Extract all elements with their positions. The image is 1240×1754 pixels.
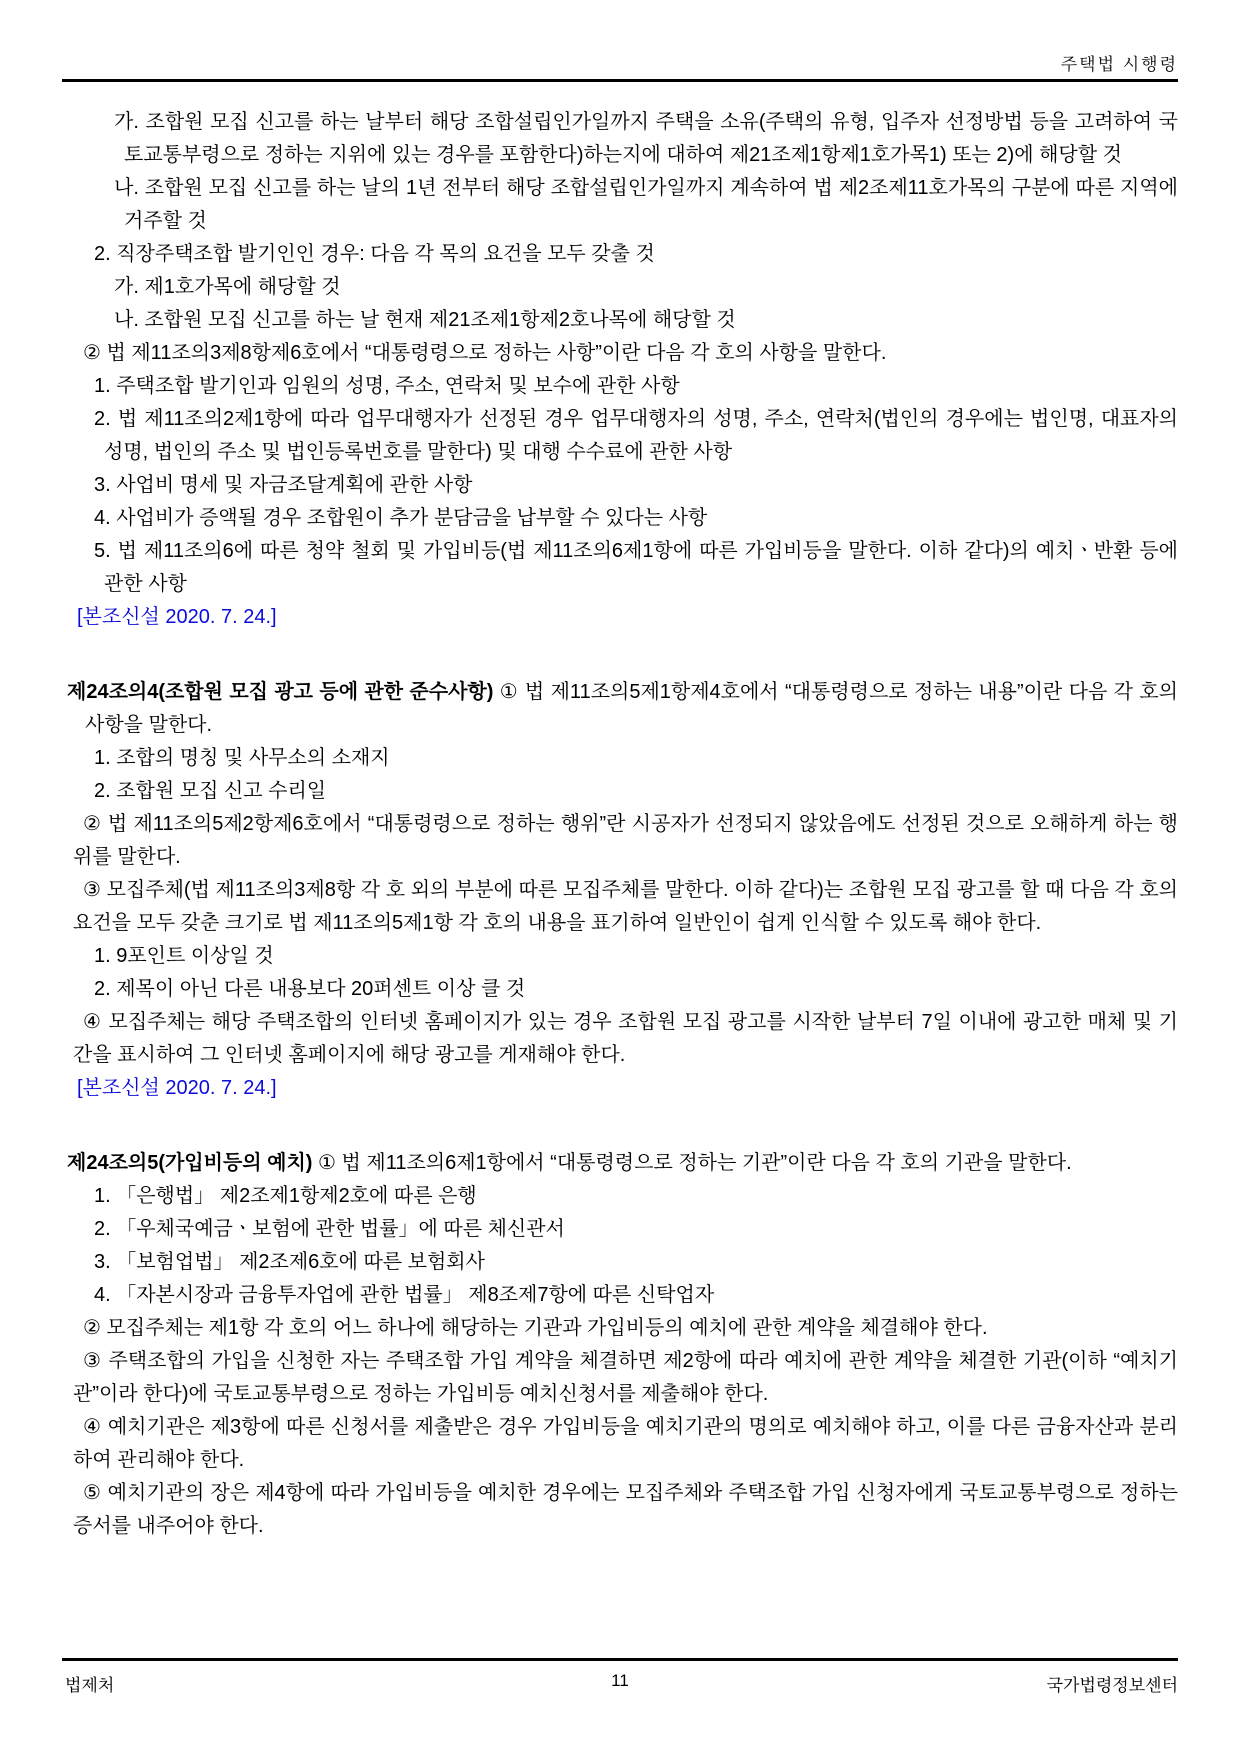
law-article-section [67, 1147, 1178, 1543]
header-rule [62, 79, 1178, 82]
law-paragraph: 1. 「은행법」 제2조제1항제2호에 따른 은행 [94, 1185, 477, 1207]
law-paragraph: 나. 조합원 모집 신고를 하는 날 현재 제21조제1항제2호나목에 해당할 것 [114, 309, 736, 331]
footer-site-name: 국가법령정보센터 [1046, 1676, 1178, 1695]
article-title: 제24조의5(가입비등의 예치) [67, 1152, 313, 1174]
law-paragraph: ② 법 제11조의3제8항제6호에서 “대통령령으로 정하는 사항”이란 다음 각 호의 사항을 말한다. [83, 342, 887, 364]
article-heading-paragraph [67, 676, 1178, 742]
law-paragraph: 가. 조합원 모집 신고를 하는 날부터 해당 조합설립인가일까지 주택을 소유(주택의 유형, 입주자 선정방법 등을 고려하여 국토교통부령으로 정하는 지위에 있는 경우를 포함한다)하는지에 대하여 제21조제1항제1호가목1) 또는 2)에 해당할 것 [114, 111, 1178, 166]
law-paragraph: 2. 법 제11조의2제1항에 따라 업무대행자가 선정된 경우 업무대행자의 성명, 주소, 연락처(법인의 경우에는 법인명, 대표자의 성명, 법인의 주소 및 법인등록번호를 말한다) 및 대행 수수료에 관한 사항 [94, 408, 1178, 463]
amendment-note: [본조신설 2020. 7. 24.] [77, 1077, 277, 1099]
law-paragraph: 5. 법 제11조의6에 따른 청약 철회 및 가입비등(법 제11조의6제1항에 따른 가입비등을 말한다. 이하 같다)의 예치ㆍ반환 등에 관한 사항 [94, 540, 1178, 595]
law-paragraph: ② 모집주체는 제1항 각 호의 어느 하나에 해당하는 기관과 가입비등의 예치에 관한 계약을 체결해야 한다. [83, 1317, 988, 1339]
article-intro-text: ① 법 제11조의5제1항제4호에서 “대통령령으로 정하는 내용”이란 다음 각 호의 사항을 말한다. [85, 681, 1179, 736]
page-number: 11 [611, 1671, 629, 1690]
law-paragraph: ④ 모집주체는 해당 주택조합의 인터넷 홈페이지가 있는 경우 조합원 모집 광고를 시작한 날부터 7일 이내에 광고한 매체 및 기간을 표시하여 그 인터넷 홈페이지에 해당 광고를 게재해야 한다. [73, 1011, 1178, 1066]
law-paragraph: 1. 조합의 명칭 및 사무소의 소재지 [94, 747, 390, 769]
law-paragraph: 3. 사업비 명세 및 자금조달계획에 관한 사항 [94, 474, 473, 496]
law-paragraph: 2. 「우체국예금ㆍ보험에 관한 법률」에 따른 체신관서 [94, 1218, 565, 1240]
document-title: 주택법 시행령 [1060, 55, 1178, 74]
law-paragraph: ② 법 제11조의5제2항제6호에서 “대통령령으로 정하는 행위”란 시공자가 선정되지 않았음에도 선정된 것으로 오해하게 하는 행위를 말한다. [73, 813, 1178, 868]
law-paragraph: ③ 주택조합의 가입을 신청한 자는 주택조합 가입 계약을 체결하면 제2항에 따라 예치에 관한 계약을 체결한 기관(이하 “예치기관”이라 한다)에 국토교통부령으로 정하는 가입비등 예치신청서를 제출해야 한다. [73, 1350, 1178, 1405]
law-paragraph: 2. 조합원 모집 신고 수리일 [94, 780, 327, 802]
law-article-section [67, 676, 1178, 1105]
law-paragraph: 4. 사업비가 증액될 경우 조합원이 추가 분담금을 납부할 수 있다는 사항 [94, 507, 708, 529]
article-heading-paragraph [67, 1147, 1178, 1180]
article-title: 제24조의4(조합원 모집 광고 등에 관한 준수사항) [67, 681, 494, 703]
law-paragraph: 4. 「자본시장과 금융투자업에 관한 법률」 제8조제7항에 따른 신탁업자 [94, 1284, 715, 1306]
law-paragraph: 나. 조합원 모집 신고를 하는 날의 1년 전부터 해당 조합설립인가일까지 계속하여 법 제2조제11호가목의 구분에 따른 지역에 거주할 것 [114, 177, 1178, 232]
content [67, 106, 1178, 1543]
law-paragraph: 1. 9포인트 이상일 것 [94, 945, 274, 967]
footer-rule [62, 1658, 1178, 1661]
law-article-section [67, 106, 1178, 634]
footer-publisher: 법제처 [65, 1676, 115, 1695]
law-paragraph: 2. 직장주택조합 발기인인 경우: 다음 각 목의 요건을 모두 갖출 것 [94, 243, 655, 265]
amendment-note: [본조신설 2020. 7. 24.] [77, 606, 277, 628]
law-paragraph: 가. 제1호가목에 해당할 것 [114, 276, 341, 298]
law-paragraph: ④ 예치기관은 제3항에 따른 신청서를 제출받은 경우 가입비등을 예치기관의 명의로 예치해야 하고, 이를 다른 금융자산과 분리하여 관리해야 한다. [73, 1416, 1178, 1471]
law-paragraph: 3. 「보험업법」 제2조제6호에 따른 보험회사 [94, 1251, 485, 1273]
law-paragraph: 1. 주택조합 발기인과 임원의 성명, 주소, 연락처 및 보수에 관한 사항 [94, 375, 680, 397]
law-paragraph: 2. 제목이 아닌 다른 내용보다 20퍼센트 이상 클 것 [94, 978, 526, 1000]
article-intro-text: ① 법 제11조의6제1항에서 “대통령령으로 정하는 기관”이란 다음 각 호의 기관을 말한다. [318, 1152, 1072, 1174]
law-paragraph: ③ 모집주체(법 제11조의3제8항 각 호 외의 부분에 따른 모집주체를 말한다. 이하 같다)는 조합원 모집 광고를 할 때 다음 각 호의 요건을 모두 갖춘 크기로 법 제11조의5제1항 각 호의 내용을 표기하여 일반인이 쉽게 인식할 수 있도록 해야 한다. [73, 879, 1178, 934]
law-paragraph: ⑤ 예치기관의 장은 제4항에 따라 가입비등을 예치한 경우에는 모집주체와 주택조합 가입 신청자에게 국토교통부령으로 정하는 증서를 내주어야 한다. [73, 1482, 1178, 1537]
